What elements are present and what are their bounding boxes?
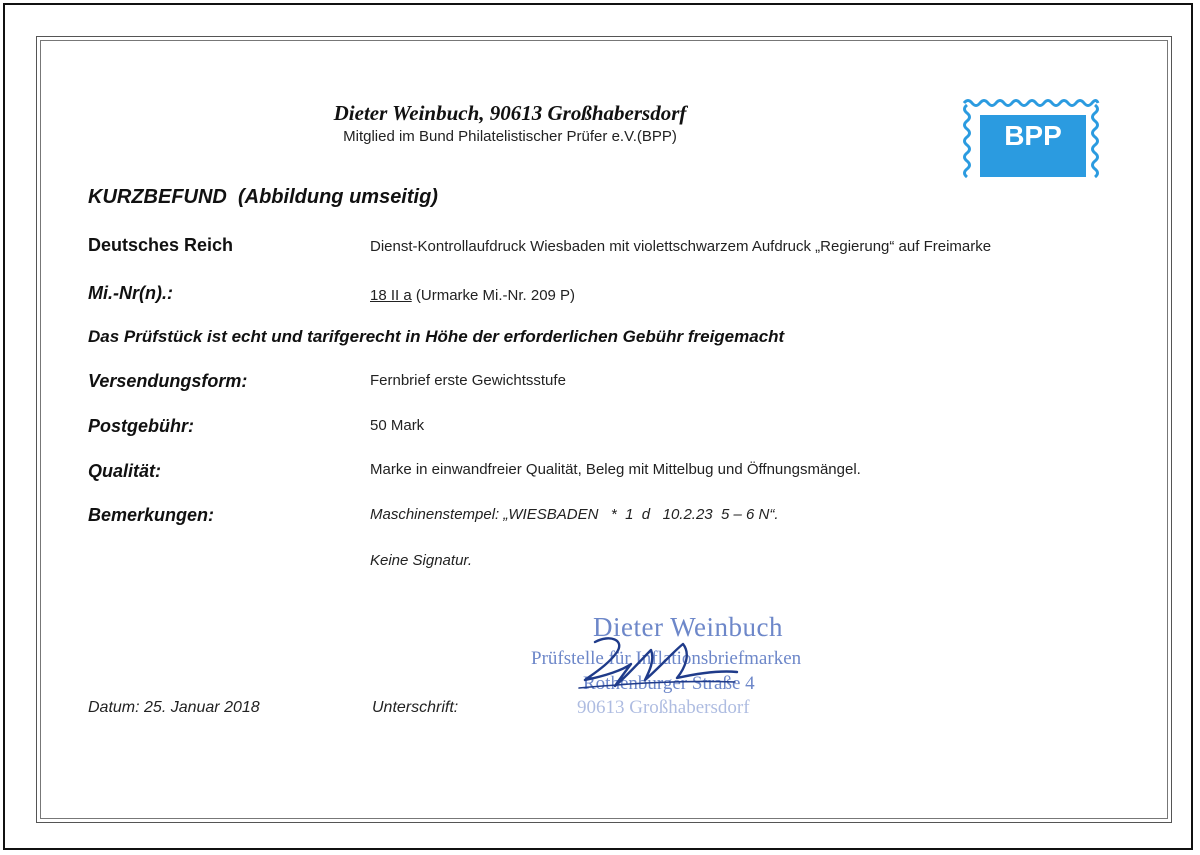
- bpp-logo: [962, 97, 1100, 179]
- examiner-name-heading: Dieter Weinbuch, 90613 Großhabersdorf: [333, 101, 687, 125]
- signature-label: Unterschrift:: [372, 699, 459, 716]
- stamp-street: Rothenburger Straße 4: [583, 673, 755, 694]
- quality-value: Marke in einwandfreier Qualität, Beleg mit Mittelbug und Öffnungsmängel.: [370, 461, 861, 478]
- shipping-form-label: Versendungsform:: [88, 371, 248, 391]
- handwritten-signature: [565, 630, 745, 695]
- stamp-name: Dieter Weinbuch: [593, 612, 784, 642]
- remarks-value-postmark: Maschinenstempel: „WIESBADEN * 1 d 10.2.23 5 – 6 N“.: [370, 506, 779, 523]
- catalog-number-label: Mi.-Nr(n).:: [88, 283, 173, 303]
- area-label: Deutsches Reich: [88, 235, 234, 255]
- issue-date: Datum: 25. Januar 2018: [88, 699, 260, 716]
- area-value: Dienst-Kontrollaufdruck Wiesbaden mit violettschwarzem Aufdruck „Regierung“ auf Freimarke: [370, 238, 992, 255]
- catalog-number-extra: (Urmarke Mi.-Nr. 209 P): [411, 287, 576, 304]
- shipping-form-value: Fernbrief erste Gewichtsstufe: [370, 372, 566, 389]
- postage-label: Postgebühr:: [88, 416, 194, 436]
- remarks-value-signature: Keine Signatur.: [370, 552, 473, 569]
- quality-label: Qualität:: [88, 461, 162, 481]
- catalog-number-main: 18 II a: [370, 287, 412, 304]
- remarks-label: Bemerkungen:: [88, 505, 215, 525]
- verdict-statement: Das Prüfstück ist echt und tarifgerecht in Höhe der erforderlichen Gebühr freigemacht: [88, 327, 785, 346]
- stamp-office: Prüfstelle für Inflationsbriefmarken: [531, 648, 802, 669]
- postage-value: 50 Mark: [370, 417, 425, 434]
- document-title: KURZBEFUND (Abbildung umseitig): [88, 186, 438, 208]
- stamp-city: 90613 Großhabersdorf: [577, 697, 750, 718]
- catalog-number-value: [370, 287, 575, 304]
- bpp-logo-text: BPP: [1004, 120, 1062, 151]
- membership-line: Mitglied im Bund Philatelistischer Prüfer e.V.(BPP): [343, 128, 677, 145]
